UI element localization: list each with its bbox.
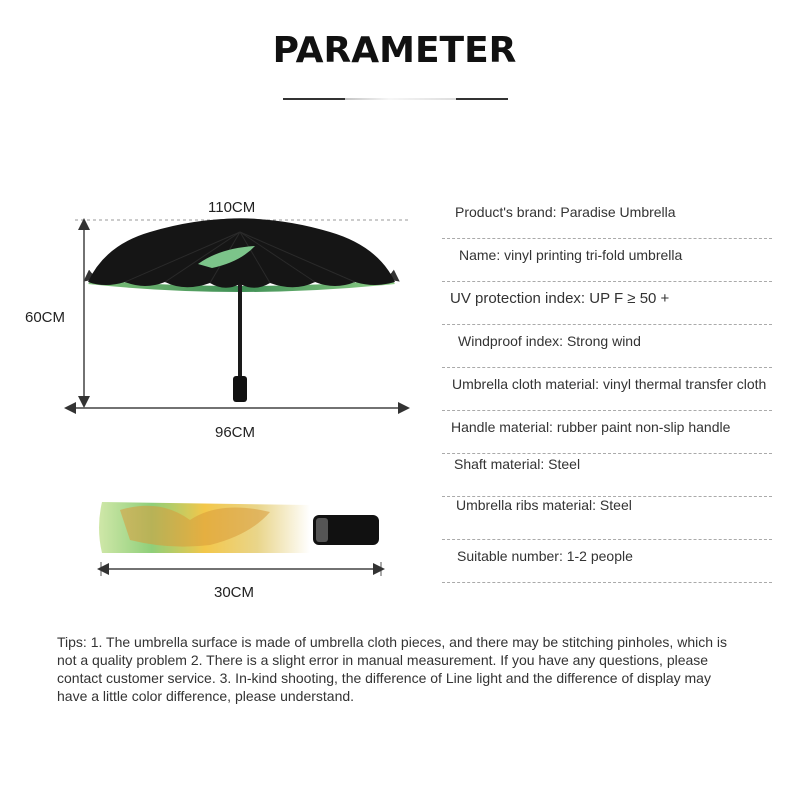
spec-name: Name: vinyl printing tri-fold umbrella — [459, 247, 683, 263]
spec-row — [442, 196, 772, 239]
umbrella-handle — [233, 376, 247, 402]
folded-length-label: 30CM — [214, 584, 255, 601]
spec-uv: UV protection index: UP F ≥ 50 + — [450, 290, 670, 307]
page-title: PARAMETER — [272, 30, 517, 71]
spec-row — [442, 239, 772, 282]
spec-row — [442, 497, 772, 540]
spec-brand: Product's brand: Paradise Umbrella — [455, 204, 676, 220]
spec-shaft: Shaft material: Steel — [454, 456, 581, 472]
spec-handle: Handle material: rubber paint non-slip handle — [451, 419, 731, 435]
spec-suitable: Suitable number: 1-2 people — [457, 548, 633, 564]
spec-list — [442, 196, 772, 583]
umbrella-shaft — [238, 284, 242, 379]
spec-row — [442, 411, 772, 454]
tips-text: Tips: 1. The umbrella surface is made of umbrella cloth pieces, and there may be stitching pinholes, which is not a quality problem 2. There is a slight error in manual measurement. If you have any questions, please contact customer service. 3. In-kind shooting, the difference of Line light and the difference of display may have a little color difference, please understand. — [57, 634, 727, 704]
spec-windproof: Windproof index: Strong wind — [458, 333, 641, 349]
width-open-label: 110CM — [208, 199, 256, 216]
spec-ribs: Umbrella ribs material: Steel — [456, 497, 632, 513]
height-label: 60CM — [25, 309, 66, 326]
spec-row — [442, 282, 772, 325]
spec-row — [442, 325, 772, 368]
spec-row — [442, 368, 772, 411]
span-label: 96CM — [215, 424, 256, 441]
spec-row — [442, 454, 772, 497]
spec-cloth: Umbrella cloth material: vinyl thermal transfer cloth — [452, 376, 767, 392]
spec-row — [442, 540, 772, 583]
